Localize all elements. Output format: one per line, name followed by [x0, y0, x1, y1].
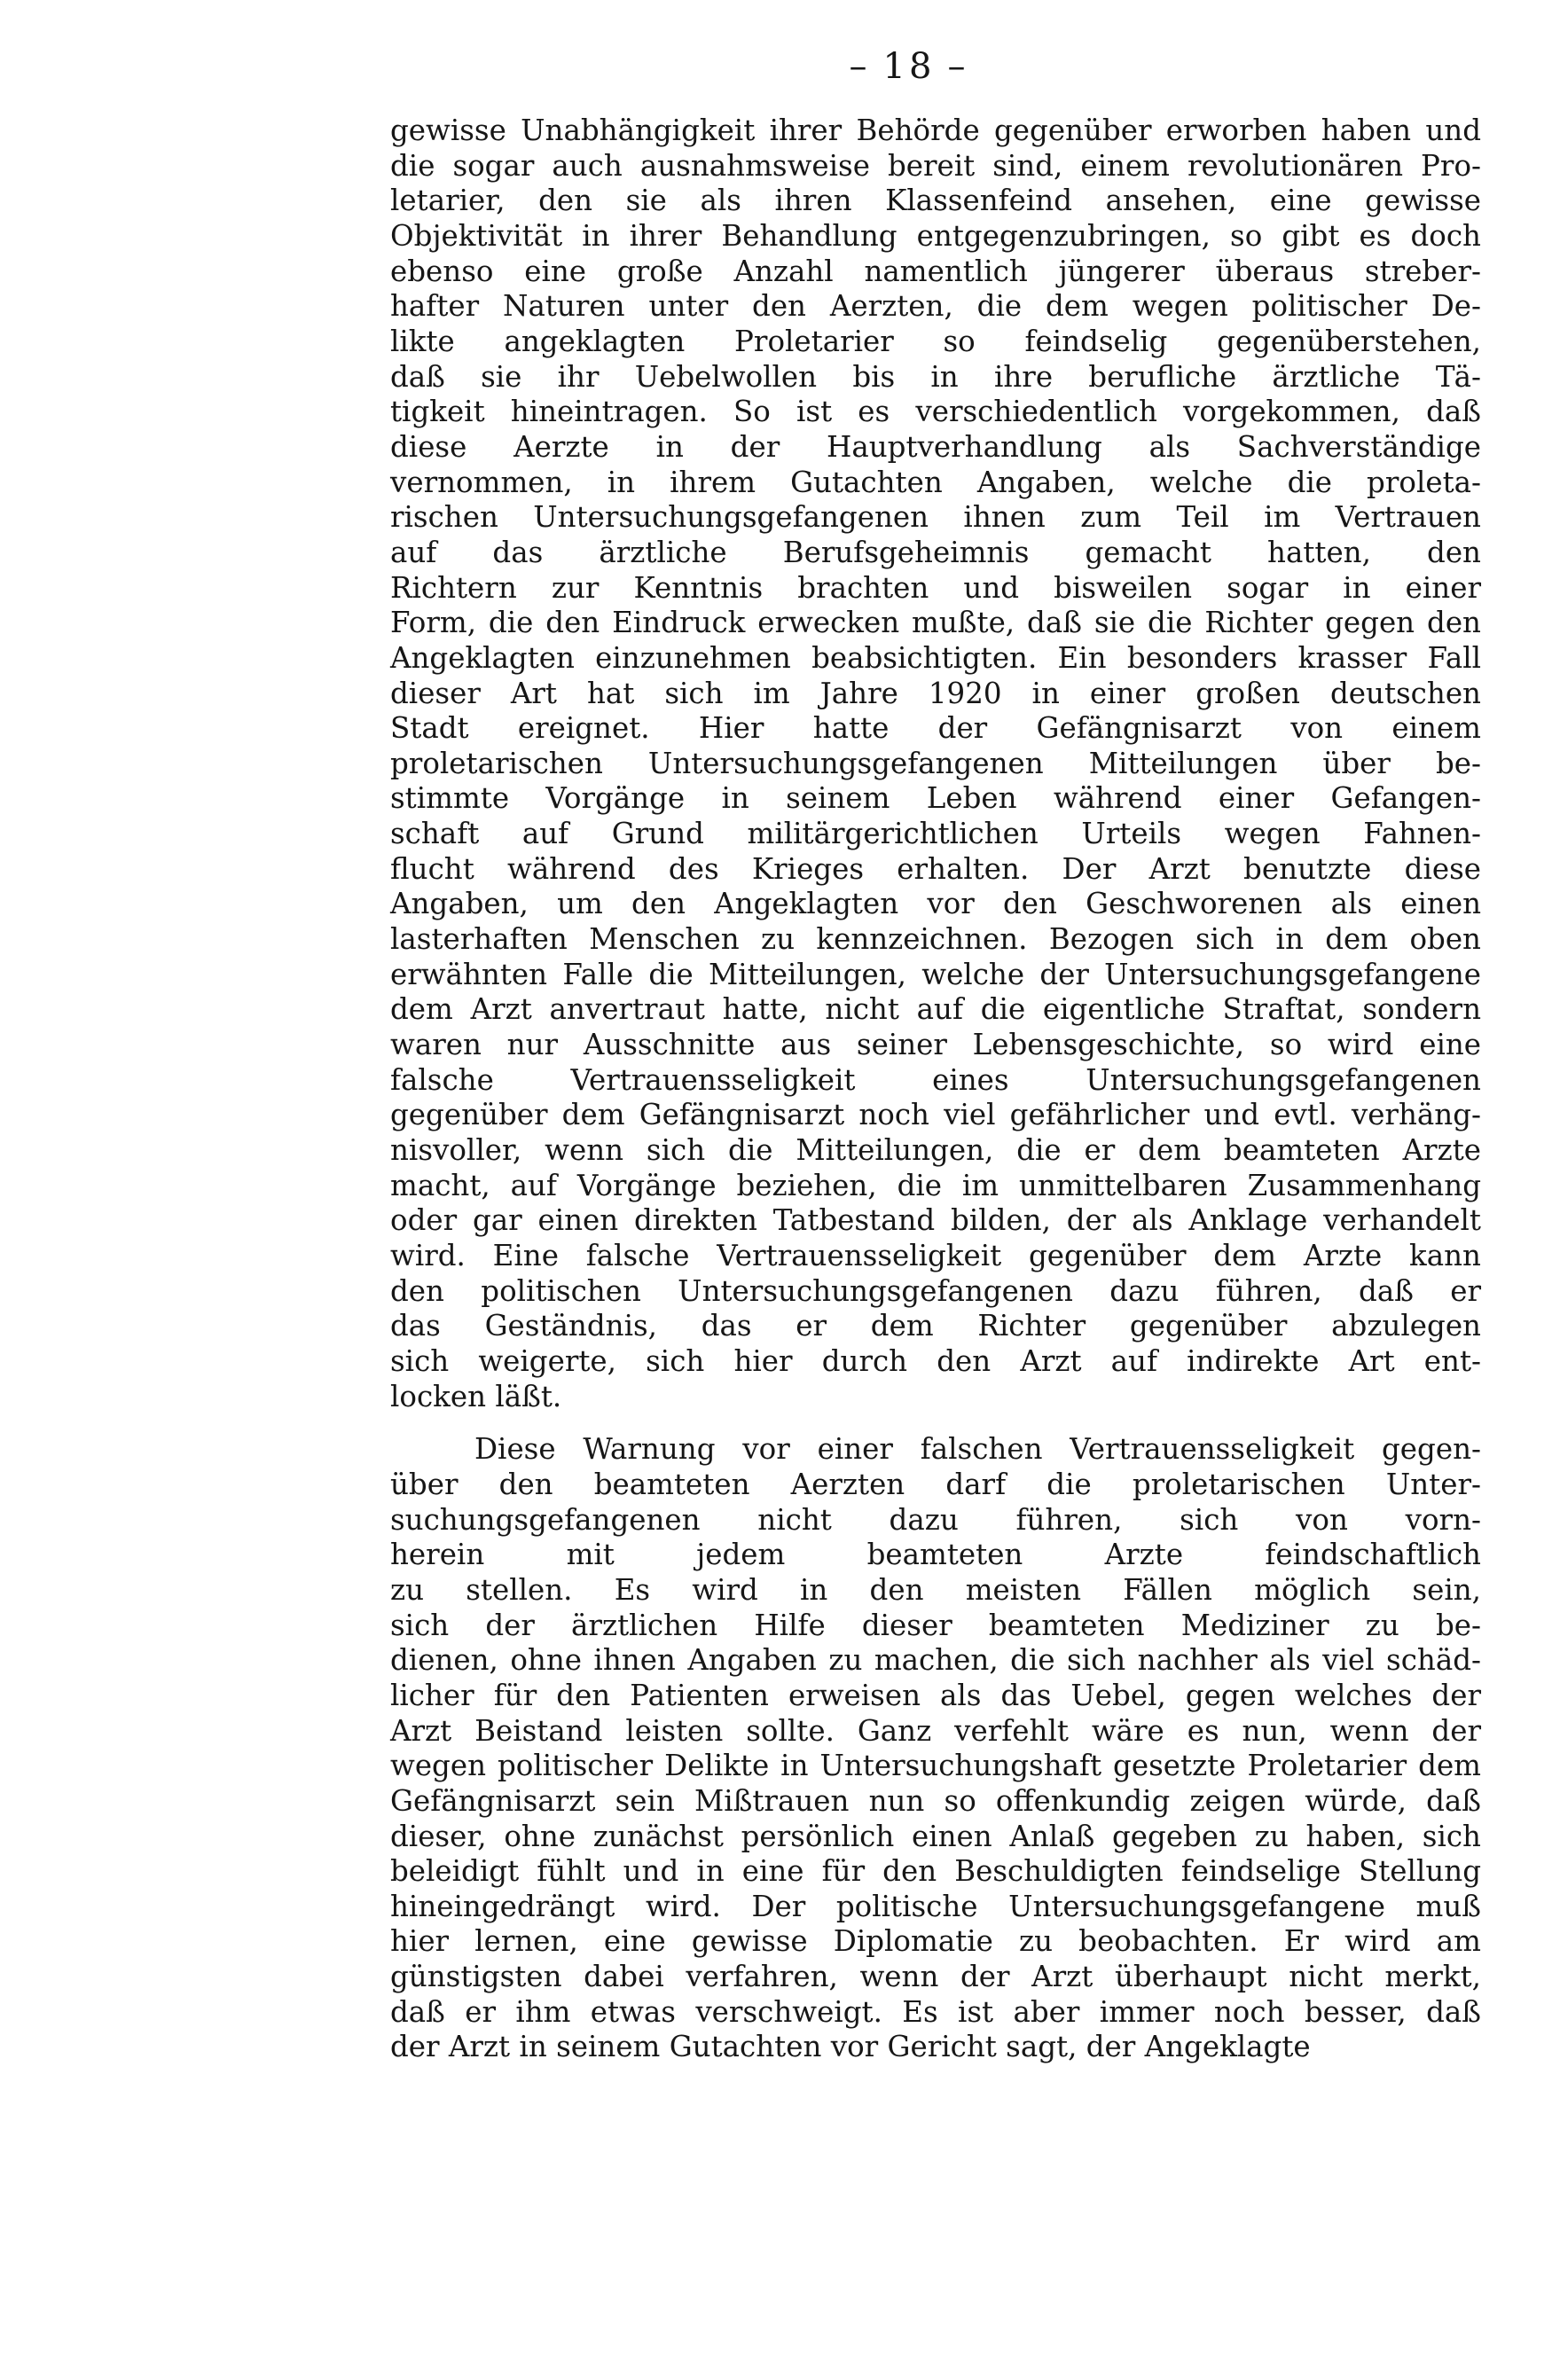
text-line: daß er ihm etwas verschweigt. Es ist aber immer noch besser, daß: [390, 1994, 1481, 2029]
text-line: falsche Vertrauensseligkeit eines Untersuchungsgefangenen: [390, 1062, 1481, 1097]
text-line: Form, die den Eindruck erwecken mußte, daß sie die Richter gegen den: [390, 606, 1481, 640]
paragraph-1: [390, 114, 1481, 1414]
text-line: über den beamteten Aerzten darf die proletarischen Unter-: [390, 1467, 1481, 1501]
text-line: likte angeklagten Proletarier so feindselig gegenüberstehen,: [390, 324, 1481, 358]
text-line: dem Arzt anvertraut hatte, nicht auf die eigentliche Straftat, sondern: [390, 992, 1481, 1027]
text-line: zu stellen. Es wird in den meisten Fällen möglich sein,: [390, 1572, 1481, 1607]
text-line: oder gar einen direkten Tatbestand bilden, der als Anklage verhandelt: [390, 1203, 1481, 1238]
text-line: gewisse Unabhängigkeit ihrer Behörde gegenüber erworben haben und: [390, 114, 1481, 147]
page-number-dash-right: –: [947, 46, 969, 87]
text-line: hineingedrängt wird. Der politische Untersuchungsgefangene muß: [390, 1889, 1481, 1923]
text-line: wegen politischer Delikte in Untersuchungshaft gesetzte Proletarier dem: [390, 1749, 1481, 1783]
text-line: stimmte Vorgänge in seinem Leben während einer Gefangen-: [390, 781, 1481, 816]
page-number-value: 18: [882, 46, 936, 87]
text-line: hier lernen, eine gewisse Diplomatie zu beobachten. Er wird am: [390, 1924, 1481, 1959]
text-line: proletarischen Untersuchungsgefangenen Mitteilungen über be-: [390, 746, 1481, 780]
text-line: herein mit jedem beamteten Arzte feindschaftlich: [390, 1538, 1481, 1572]
text-line: vernommen, in ihrem Gutachten Angaben, welche die proleta-: [390, 465, 1481, 499]
text-line: Angaben, um den Angeklagten vor den Geschworenen als einen: [390, 887, 1481, 921]
text-line: waren nur Ausschnitte aus seiner Lebensgeschichte, so wird eine: [390, 1028, 1481, 1062]
text-line: gegenüber dem Gefängnisarzt noch viel gefährlicher und evtl. verhäng-: [390, 1098, 1481, 1132]
text-line: schaft auf Grund militärgerichtlichen Urteils wegen Fahnen-: [390, 817, 1481, 851]
text-line: dieser Art hat sich im Jahre 1920 in einer großen deutschen: [390, 676, 1481, 710]
text-line: Objektivität in ihrer Behandlung entgegenzubringen, so gibt es doch: [390, 218, 1481, 253]
text-line: wird. Eine falsche Vertrauensseligkeit gegenüber dem Arzte kann: [390, 1239, 1481, 1272]
text-line: nisvoller, wenn sich die Mitteilungen, die er dem beamteten Arzte: [390, 1133, 1481, 1168]
text-line: suchungsgefangenen nicht dazu führen, sich von vorn-: [390, 1502, 1481, 1537]
text-line: diese Aerzte in der Hauptverhandlung als Sachverständige: [390, 429, 1481, 464]
text-line: Angeklagten einzunehmen beabsichtigten. Ein besonders krasser Fall: [390, 640, 1481, 675]
text-line: der Arzt in seinem Gutachten vor Gericht sagt, der Angeklagte: [390, 2030, 1311, 2064]
paragraph-gap: [390, 1414, 1481, 1432]
text-line: ebenso eine große Anzahl namentlich jüngerer überaus streber-: [390, 254, 1481, 288]
text-line: locken läßt.: [390, 1379, 562, 1413]
text-line: sich weigerte, sich hier durch den Arzt auf indirekte Art ent-: [390, 1343, 1481, 1378]
text-line: Diese Warnung vor einer falschen Vertrauensseligkeit gegen-: [474, 1432, 1481, 1467]
text-line: flucht während des Krieges erhalten. Der Arzt benutzte diese: [390, 851, 1481, 886]
text-line: macht, auf Vorgänge beziehen, die im unmittelbaren Zusammenhang: [390, 1168, 1481, 1202]
text-line: die sogar auch ausnahmsweise bereit sind, einem revolutionären Pro-: [390, 148, 1481, 183]
text-line: Stadt ereignet. Hier hatte der Gefängnisarzt von einem: [390, 711, 1481, 746]
text-line: beleidigt fühlt und in eine für den Beschuldigten feindselige Stellung: [390, 1854, 1481, 1889]
text-line: dienen, ohne ihnen Angaben zu machen, die sich nachher als viel schäd-: [390, 1643, 1481, 1678]
text-line: Gefängnisarzt sein Mißtrauen nun so offenkundig zeigen würde, daß: [390, 1783, 1481, 1818]
text-line: günstigsten dabei verfahren, wenn der Arzt überhaupt nicht merkt,: [390, 1960, 1481, 1994]
text-line: den politischen Untersuchungsgefangenen dazu führen, daß er: [390, 1273, 1481, 1308]
text-line: das Geständnis, das er dem Richter gegenüber abzulegen: [390, 1309, 1481, 1343]
text-line: erwähnten Falle die Mitteilungen, welche der Untersuchungsgefangene: [390, 957, 1481, 991]
text-line: Arzt Beistand leisten sollte. Ganz verfehlt wäre es nun, wenn der: [390, 1713, 1481, 1748]
text-line: licher für den Patienten erweisen als das Uebel, gegen welches der: [390, 1678, 1481, 1712]
text-line: Richtern zur Kenntnis brachten und bisweilen sogar in einer: [390, 570, 1481, 605]
text-line: lasterhaften Menschen zu kennzeichnen. Bezogen sich in dem oben: [390, 922, 1481, 957]
body-text: [390, 114, 1481, 2065]
text-line: daß sie ihr Uebelwollen bis in ihre berufliche ärztliche Tä-: [390, 359, 1481, 394]
text-line: letarier, den sie als ihren Klassenfeind ansehen, eine gewisse: [390, 184, 1481, 218]
paragraph-2: [390, 1432, 1481, 2065]
text-line: dieser, ohne zunächst persönlich einen Anlaß gegeben zu haben, sich: [390, 1819, 1481, 1853]
text-line: sich der ärztlichen Hilfe dieser beamteten Mediziner zu be-: [390, 1608, 1481, 1642]
text-line: hafter Naturen unter den Aerzten, die dem wegen politischer De-: [390, 289, 1481, 324]
text-line: tigkeit hineintragen. So ist es verschiedentlich vorgekommen, daß: [390, 395, 1481, 429]
text-line: rischen Untersuchungsgefangenen ihnen zum Teil im Vertrauen: [390, 500, 1481, 535]
page-number-dash-left: –: [849, 46, 871, 87]
page-number: [0, 46, 1552, 87]
text-line: auf das ärztliche Berufsgeheimnis gemacht hatten, den: [390, 535, 1481, 569]
